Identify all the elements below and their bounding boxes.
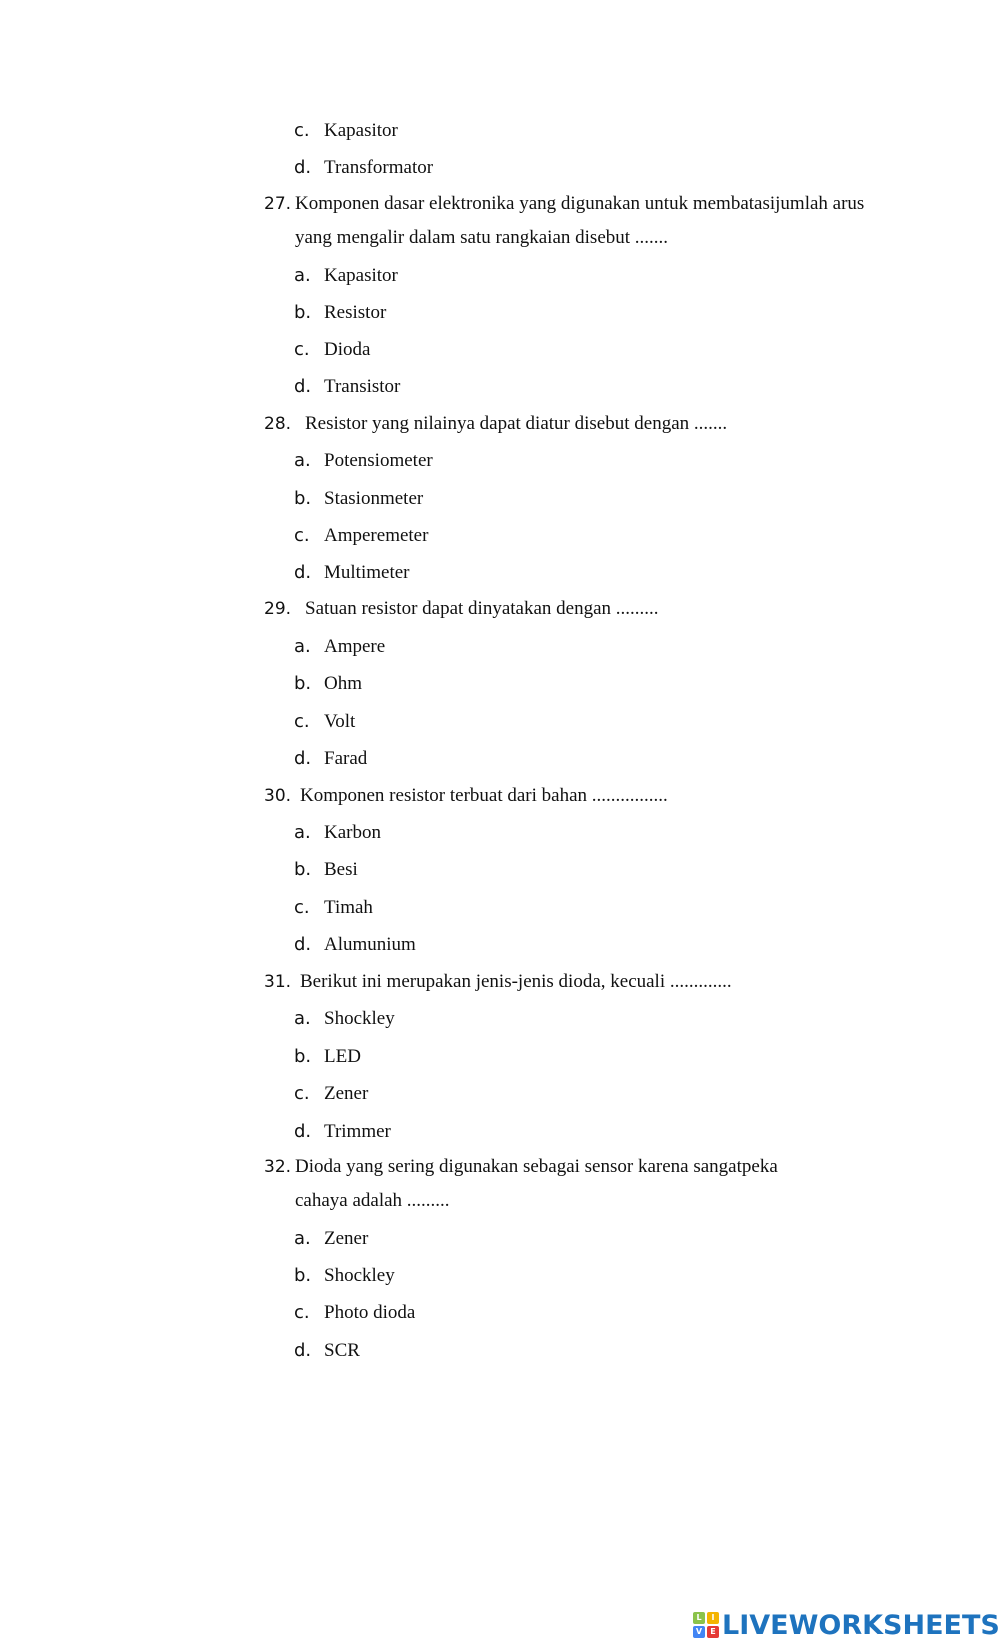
option-letter: a. (294, 822, 311, 843)
option-text: Shockley (324, 1008, 395, 1029)
option-text: Potensiometer (324, 450, 433, 471)
option-letter: d. (294, 748, 312, 769)
option-letter: d. (294, 934, 312, 955)
question-text: Berikut ini merupakan jenis-jenis dioda, kecuali ............. (300, 971, 732, 992)
option-letter: d. (294, 376, 312, 397)
option-letter: d. (294, 157, 312, 178)
option-letter: c. (294, 1302, 310, 1323)
question-number: 31. (264, 972, 292, 992)
option-letter: b. (294, 488, 312, 509)
logo-tile-i: I (707, 1612, 719, 1624)
option-letter: a. (294, 1008, 311, 1029)
option-text: Zener (324, 1083, 369, 1104)
option-text: Alumunium (324, 934, 416, 955)
option-text: SCR (324, 1340, 360, 1361)
question-text: Komponen dasar elektronika yang digunakan untuk membatasijumlah arus (295, 193, 865, 214)
option-letter: c. (294, 120, 310, 141)
option-letter: b. (294, 673, 312, 694)
option-letter: a. (294, 636, 311, 657)
option-text: Trimmer (324, 1121, 391, 1142)
option-text: Ampere (324, 636, 386, 657)
option-text: Karbon (324, 822, 381, 843)
option-text: Shockley (324, 1265, 395, 1286)
option-text: Volt (324, 711, 356, 732)
option-letter: b. (294, 1265, 312, 1286)
option-letter: a. (294, 1228, 311, 1249)
liveworksheets-wordmark: LIVEWORKSHEETS (722, 1609, 1000, 1641)
question-text: Satuan resistor dapat dinyatakan dengan ......... (305, 598, 659, 619)
option-text: Farad (324, 748, 368, 769)
logo-tile-e: E (707, 1626, 719, 1638)
option-text: Resistor (324, 302, 387, 323)
option-letter: a. (294, 450, 311, 471)
option-letter: b. (294, 1046, 312, 1067)
option-text: Dioda (324, 339, 371, 360)
question-number: 28. (264, 414, 292, 434)
option-letter: d. (294, 1121, 312, 1142)
question-text: Komponen resistor terbuat dari bahan ................ (300, 785, 668, 806)
option-text: Zener (324, 1228, 369, 1249)
option-letter: c. (294, 1083, 310, 1104)
question-number: 29. (264, 599, 292, 619)
option-text: Besi (324, 859, 358, 880)
option-letter: b. (294, 859, 312, 880)
option-text: Kapasitor (324, 265, 398, 286)
liveworksheets-logo[interactable] (693, 1610, 1000, 1640)
option-text: Transistor (324, 376, 401, 397)
liveworksheets-logo-icon (693, 1612, 719, 1638)
option-text: Ohm (324, 673, 362, 694)
option-text: Timah (324, 897, 373, 918)
option-text: Photo dioda (324, 1302, 416, 1323)
option-letter: c. (294, 711, 310, 732)
option-text: Stasionmeter (324, 488, 424, 509)
question-number: 30. (264, 786, 292, 806)
logo-tile-l: L (693, 1612, 705, 1624)
question-text: cahaya adalah ......... (295, 1190, 450, 1211)
option-letter: c. (294, 525, 310, 546)
option-letter: c. (294, 339, 310, 360)
question-number: 27. (264, 194, 292, 214)
option-letter: b. (294, 302, 312, 323)
option-text: Kapasitor (324, 120, 398, 141)
logo-tile-v: V (693, 1626, 705, 1638)
option-letter: c. (294, 897, 310, 918)
option-text: Amperemeter (324, 525, 429, 546)
option-text: Transformator (324, 157, 434, 178)
option-letter: d. (294, 1340, 312, 1361)
option-text: Multimeter (324, 562, 410, 583)
option-letter: a. (294, 265, 311, 286)
question-text: Dioda yang sering digunakan sebagai sensor karena sangatpeka (295, 1156, 778, 1177)
question-text: Resistor yang nilainya dapat diatur disebut dengan ....... (305, 413, 728, 434)
option-letter: d. (294, 562, 312, 583)
question-text: yang mengalir dalam satu rangkaian disebut ....... (295, 227, 669, 248)
option-text: LED (324, 1046, 361, 1067)
question-number: 32. (264, 1157, 292, 1177)
